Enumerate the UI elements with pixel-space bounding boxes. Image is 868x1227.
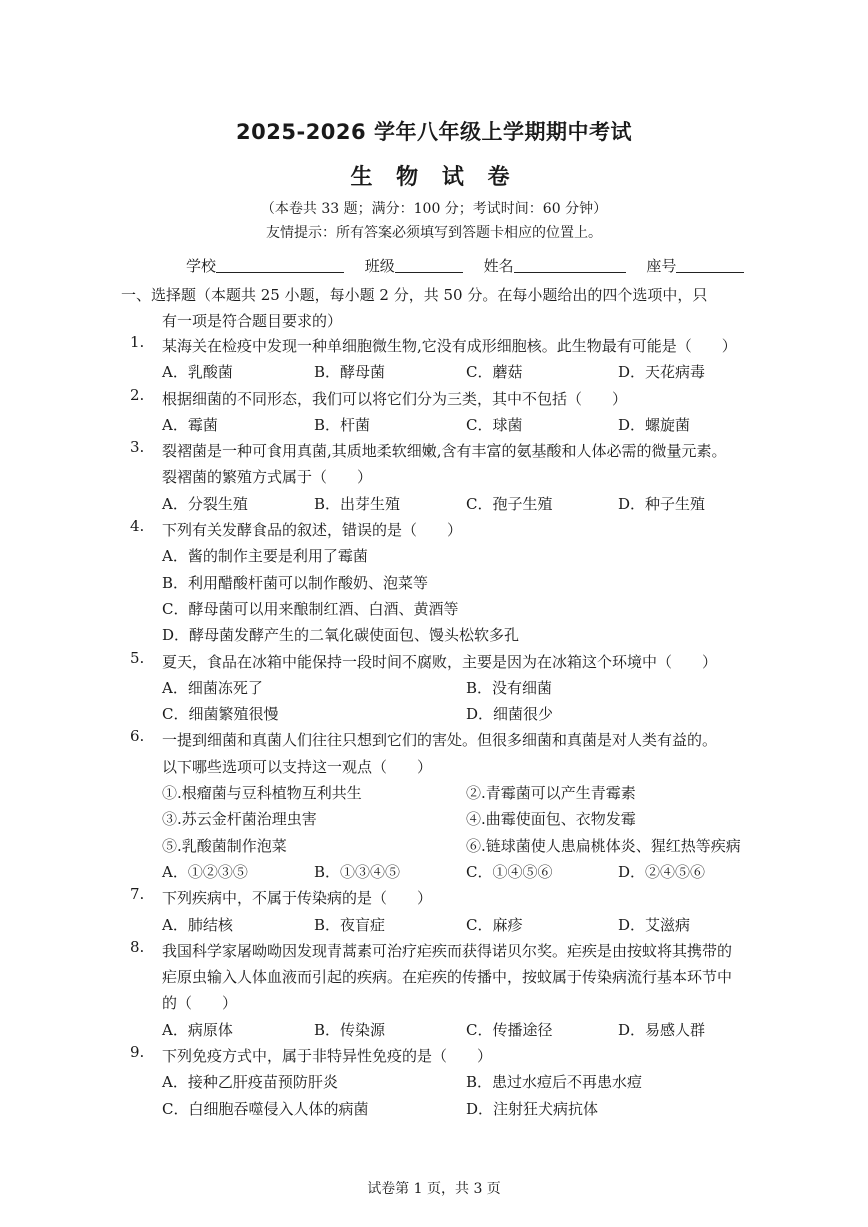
option-d: D．天花病毒 [618, 363, 706, 382]
statement-2: ②.青霉菌可以产生青霉素 [466, 784, 636, 803]
question-number: 1. [130, 333, 145, 351]
question-number: 7. [130, 885, 145, 904]
question-1 [130, 333, 770, 386]
class-blank [395, 258, 463, 273]
question-stem: 一提到细菌和真菌人们往往只想到它们的害处。但很多细菌和真菌是对人类有益的。 [162, 731, 718, 750]
option-c: C．细菌繁殖很慢 [162, 705, 279, 724]
option-row [162, 1069, 770, 1095]
question-3 [130, 438, 770, 517]
option-a: A．乳酸菌 [162, 363, 233, 382]
name-field [484, 255, 626, 276]
option-b: B．出芽生殖 [314, 494, 401, 513]
exam-title: 2025-2026 学年八年级上学期期中考试 [236, 120, 632, 144]
question-stem: 我国科学家屠呦呦因发现青蒿素可治疗疟疾而获得诺贝尔奖。疟疾是由按蚊将其携带的 [162, 941, 733, 960]
exam-info: （本卷共 33 题；满分：100 分；考试时间：60 分钟） [260, 201, 608, 217]
student-info-fields [186, 255, 760, 276]
question-stem: 下列有关发酵食品的叙述，错误的是（ ） [162, 521, 463, 540]
question-8 [130, 938, 770, 1043]
option-row [162, 859, 770, 885]
option-c: C．蘑菇 [466, 363, 523, 382]
option-a: A．分裂生殖 [162, 494, 248, 513]
school-label: 学校 [186, 257, 217, 275]
section-heading [121, 282, 761, 334]
option-c: C．①④⑤⑥ [466, 862, 553, 881]
option-a: A．病原体 [162, 1020, 233, 1039]
option-d: D．注射狂犬病抗体 [466, 1099, 599, 1118]
class-label: 班级 [364, 257, 395, 275]
question-number: 5. [130, 648, 145, 667]
option-d: D．艾滋病 [618, 915, 691, 934]
question-stem: 根据细菌的不同形态，我们可以将它们分为三类，其中不包括（ ） [162, 389, 628, 408]
option-a: A．霉菌 [162, 415, 218, 434]
name-label: 姓名 [483, 257, 514, 275]
option-row [162, 412, 770, 438]
question-2 [130, 386, 770, 439]
question-number: 4. [130, 517, 145, 536]
question-stem: 夏天，食品在冰箱中能保持一段时间不腐败，主要是因为在冰箱这个环境中（ ） [162, 652, 718, 671]
option-b: B．酵母菌 [314, 363, 386, 382]
page-footer: 试卷第 1 页，共 3 页 [367, 1181, 501, 1197]
question-5 [130, 649, 770, 728]
option-a: A．①②③⑤ [162, 862, 248, 881]
option-row [162, 491, 770, 517]
question-7 [130, 885, 770, 938]
option-a: A．接种乙肝疫苗预防肝炎 [162, 1073, 338, 1092]
question-number: 2. [130, 385, 145, 404]
school-field [186, 255, 344, 276]
option-b: B．①③④⑤ [314, 862, 401, 881]
seat-blank [676, 258, 744, 273]
option-a: A．酱的制作主要是利用了霉菌 [162, 547, 368, 566]
option-d: D．细菌很少 [466, 705, 554, 724]
question-6 [130, 727, 770, 885]
option-c: C．白细胞吞噬侵入人体的病菌 [162, 1099, 369, 1118]
option-b: B．患过水痘后不再患水痘 [466, 1073, 643, 1092]
statement-6: ⑥.链球菌使人患扁桃体炎、猩红热等疾病 [466, 836, 741, 855]
question-stem: 下列免疫方式中，属于非特异性免疫的是（ ） [162, 1047, 493, 1066]
question-number: 9. [130, 1043, 145, 1062]
question-number: 6. [130, 727, 145, 746]
question-list [130, 333, 770, 1122]
question-4 [130, 517, 770, 648]
option-a: A．细菌冻死了 [162, 678, 263, 697]
question-stem-cont: 以下哪些选项可以支持这一观点（ ） [162, 757, 433, 776]
statement-row [162, 833, 770, 859]
question-stem: 下列疾病中，不属于传染病的是（ ） [162, 889, 433, 908]
question-9 [130, 1043, 770, 1122]
option-d: D．酵母菌发酵产生的二氧化碳使面包、馒头松软多孔 [162, 626, 520, 645]
option-row [162, 675, 770, 701]
option-row [162, 1096, 770, 1122]
class-field [365, 255, 463, 276]
option-d: D．种子生殖 [618, 494, 706, 513]
option-b: B．利用醋酸杆菌可以制作酸奶、泡菜等 [162, 573, 429, 592]
section-line-1: 一、选择题（本题共 25 小题，每小题 2 分，共 50 分。在每小题给出的四个选项中，只 [121, 286, 708, 304]
option-b: B．没有细菌 [466, 678, 553, 697]
statement-4: ④.曲霉使面包、衣物发霉 [466, 810, 636, 829]
statement-1: ①.根瘤菌与豆科植物互利共生 [162, 784, 362, 803]
option-c: C．麻疹 [466, 915, 523, 934]
question-stem-cont: 裂褶菌的繁殖方式属于（ ） [162, 468, 373, 487]
option-b: B．传染源 [314, 1020, 386, 1039]
statement-row [162, 780, 770, 806]
question-stem-end: 的（ ） [162, 994, 238, 1013]
option-c: C．球菌 [466, 415, 523, 434]
exam-tip: 友情提示：所有答案必须填写到答题卡相应的位置上。 [266, 225, 602, 241]
option-row [162, 1017, 770, 1043]
option-d: D．②④⑤⑥ [618, 862, 706, 881]
section-line-2: 有一项是符合题目要求的） [162, 312, 343, 330]
school-blank [216, 258, 344, 273]
option-a: A．肺结核 [162, 915, 233, 934]
option-d: D．易感人群 [618, 1020, 706, 1039]
name-blank [514, 258, 626, 273]
exam-subtitle: 生 物 试 卷 [350, 165, 518, 190]
question-number: 8. [130, 937, 145, 956]
option-c: C．孢子生殖 [466, 494, 553, 513]
seat-field [646, 255, 744, 276]
option-b: B．夜盲症 [314, 915, 386, 934]
question-stem-cont: 疟原虫输入人体血液而引起的疾病。在疟疾的传播中，按蚊属于传染病流行基本环节中 [162, 968, 733, 987]
option-d: D．螺旋菌 [618, 415, 691, 434]
option-c: C．传播途径 [466, 1020, 553, 1039]
question-stem: 裂褶菌是一种可食用真菌,其质地柔软细嫩,含有丰富的氨基酸和人体必需的微量元素。 [162, 442, 727, 461]
option-row [162, 359, 770, 385]
statement-row [162, 806, 770, 832]
question-stem: 某海关在检疫中发现一种单细胞微生物,它没有成形细胞核。此生物最有可能是（ ） [162, 337, 737, 355]
option-c: C．酵母菌可以用来酿制红酒、白酒、黄酒等 [162, 599, 459, 618]
question-number: 3. [130, 438, 145, 457]
seat-label: 座号 [646, 257, 677, 275]
statement-5: ⑤.乳酸菌制作泡菜 [162, 836, 287, 855]
option-row [162, 912, 770, 938]
statement-3: ③.苏云金杆菌治理虫害 [162, 810, 317, 829]
option-b: B．杆菌 [314, 415, 371, 434]
option-row [162, 701, 770, 727]
